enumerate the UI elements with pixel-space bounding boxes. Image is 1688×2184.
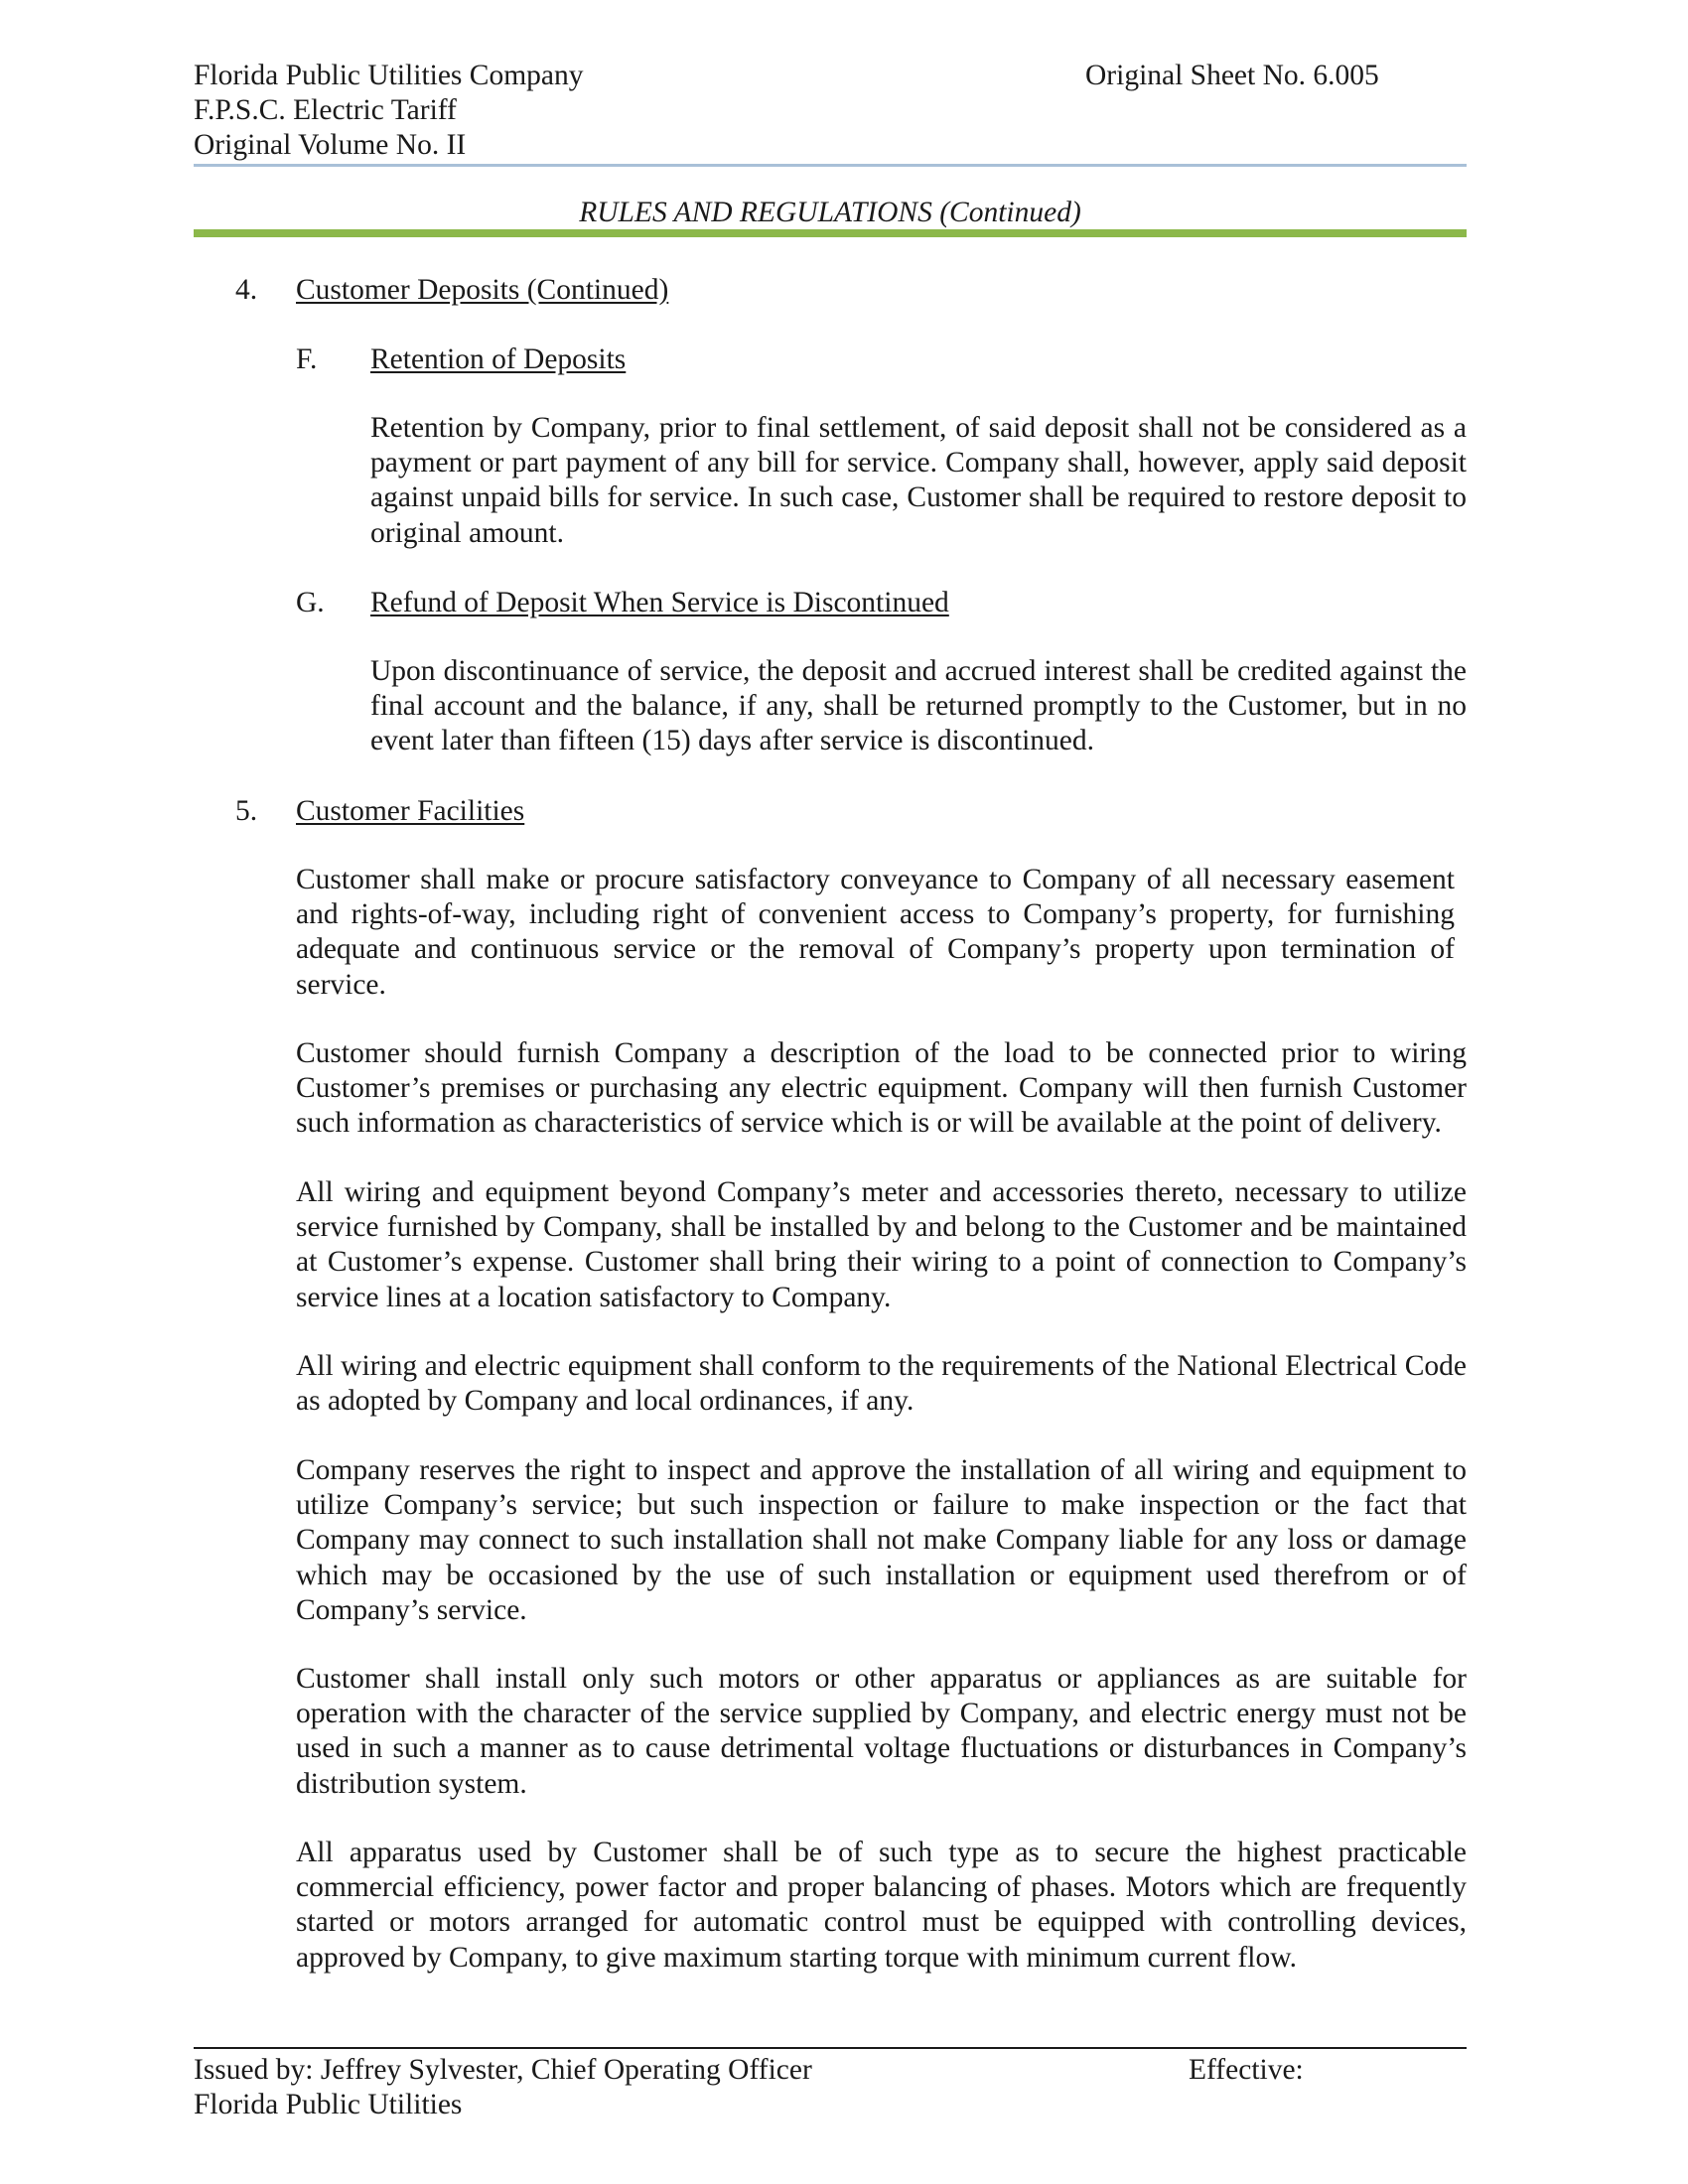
section-4f-title: Retention of Deposits — [370, 343, 627, 375]
section-4f-text: Retention by Company, prior to final settlement, of said deposit shall not be considered as a payment or part payment of any bill for service. Company shall, however, apply said deposit against unpaid bills for service. In such case, Customer shall be required to restore deposit to original amount. — [370, 412, 1467, 549]
section-4g-text: Upon discontinuance of service, the deposit and accrued interest shall be credited against the final account and the balance, if any, shall be returned promptly to the Customer, but in no event later than fifteen (15) days after service is discontinued. — [370, 655, 1467, 757]
section-4-number: 4. — [235, 274, 258, 306]
page-subtitle: RULES AND REGULATIONS (Continued) — [579, 197, 1081, 228]
section-5-paragraph-1: Customer shall make or procure satisfactory conveyance to Company of all necessary easement and rights-of-way, including right of convenient access to Company’s property, for furnishing adequate and continuous service or the removal of Company’s property upon termination of service. — [296, 864, 1455, 1001]
section-5-paragraph-7: All apparatus used by Customer shall be of such type as to secure the highest practicable commercial efficiency, power factor and proper balancing of phases. Motors which are frequently started or motors arranged for automatic control must be equipped with controlling devices, approved by Company, to give maximum starting torque with minimum current flow. — [296, 1837, 1467, 1974]
header-tariff: F.P.S.C. Electric Tariff — [194, 94, 457, 126]
footer-divider — [194, 2047, 1467, 2049]
header-company: Florida Public Utilities Company — [194, 60, 584, 91]
footer-organization: Florida Public Utilities — [194, 2089, 463, 2120]
section-5-paragraph-2: Customer should furnish Company a description of the load to be connected prior to wiring Customer’s premises or purchasing any electric equipment. Company will then furnish Customer such information as characteristics of service which is or will be available at the point of delivery. — [296, 1037, 1467, 1140]
section-4g-title: Refund of Deposit When Service is Discontinued — [370, 587, 949, 618]
footer-effective: Effective: — [1189, 2054, 1304, 2086]
section-5-paragraph-3: All wiring and equipment beyond Company’s meter and accessories thereto, necessary to utilize service furnished by Company, shall be installed by and belong to the Customer and be maintained at Customer’s expense. Customer shall bring their wiring to a point of connection to Company’s service lines at a location satisfactory to Company. — [296, 1176, 1467, 1313]
header-volume: Original Volume No. II — [194, 129, 467, 161]
section-5-number: 5. — [235, 795, 258, 827]
header-sheet-number: Original Sheet No. 6.005 — [1085, 60, 1379, 91]
section-4-title: Customer Deposits (Continued) — [296, 274, 669, 306]
footer-issued-by: Issued by: Jeffrey Sylvester, Chief Operating Officer — [194, 2054, 812, 2086]
section-4g-letter: G. — [296, 587, 325, 618]
section-5-paragraph-4: All wiring and electric equipment shall conform to the requirements of the National Electrical Code as adopted by Company and local ordinances, if any. — [296, 1350, 1467, 1418]
section-5-title: Customer Facilities — [296, 795, 525, 827]
section-4f-letter: F. — [296, 343, 318, 375]
section-5-paragraph-5: Company reserves the right to inspect and approve the installation of all wiring and equipment to utilize Company’s service; but such inspection or failure to make inspection or the fact that Company may connect to such installation shall not make Company liable for any loss or damage which may be occasioned by the use of such installation or equipment used therefrom or of Company’s service. — [296, 1454, 1467, 1626]
section-5-paragraph-6: Customer shall install only such motors or other apparatus or appliances as are suitable for operation with the character of the service supplied by Company, and electric energy must not be used in such a manner as to cause detrimental voltage fluctuations or disturbances in Company’s distribution system. — [296, 1663, 1467, 1800]
header-divider — [194, 164, 1467, 167]
subtitle-divider — [194, 229, 1467, 237]
